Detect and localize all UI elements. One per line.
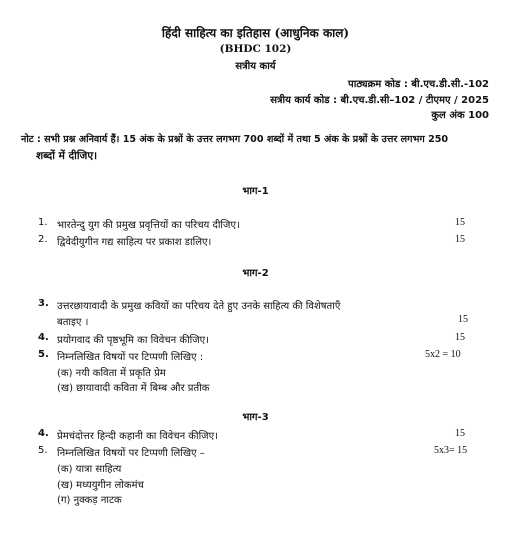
question-marks: 5x3= 15 bbox=[434, 445, 468, 456]
question-text: भारतेन्दु युग की प्रमुख प्रवृत्तियों का परिचय दीजिए। bbox=[57, 220, 240, 231]
sub-item: (ग) नुक्कड़ नाटक bbox=[57, 495, 122, 506]
course-code-paren: (BHDC 102) bbox=[219, 43, 292, 55]
question-number: 2. bbox=[38, 234, 48, 245]
question-marks: 15 bbox=[455, 428, 465, 439]
question-marks: 15 bbox=[455, 217, 465, 228]
question-number: 5. bbox=[38, 445, 48, 456]
sub-item: (क) यात्रा साहित्य bbox=[57, 464, 122, 475]
question-text: निम्नलिखित विषयों पर टिप्पणी लिखिए – bbox=[57, 448, 205, 459]
part-heading-2: भाग-2 bbox=[242, 268, 269, 279]
question-text-continued: बताइए । bbox=[57, 317, 89, 328]
assignment-code: सत्रीय कार्य कोड : बी.एच.डी.सी–102 / टीएमए / 2025 bbox=[270, 95, 489, 106]
question-text: निम्नलिखित विषयों पर टिप्पणी लिखिए : bbox=[57, 352, 204, 363]
question-text: उत्तरछायावादी के प्रमुख कवियों का परिचय देते हुए उनके साहित्य की विशेषताएँ bbox=[57, 301, 341, 312]
question-text: प्रयोगवाद की पृष्ठभूमि का विवेचन कीजिए। bbox=[57, 335, 209, 346]
note-line-2: शब्दों में दीजिए। bbox=[36, 150, 98, 162]
part-heading-1: भाग-1 bbox=[242, 186, 269, 197]
question-number: 5. bbox=[38, 349, 49, 360]
sub-item: (ख) छायावादी कविता में बिम्ब और प्रतीक bbox=[57, 383, 210, 394]
question-marks: 15 bbox=[455, 332, 465, 343]
question-number: 1. bbox=[38, 217, 48, 228]
question-marks: 5x2 = 10 bbox=[425, 349, 461, 360]
question-marks: 15 bbox=[455, 234, 465, 245]
question-text: प्रेमचंदोत्तर हिन्दी कहानी का विवेचन कीजिए। bbox=[57, 431, 218, 442]
note-line-1: नोट : सभी प्रश्न अनिवार्य हैं। 15 अंक के प्रश्नों के उत्तर लगभग 700 शब्दों में तथा 5 अंक के प्रश्नों के उत्तर लगभग 250 bbox=[21, 134, 449, 145]
course-code: पाठ्यक्रम कोड : बी.एच.डी.सी.-102 bbox=[348, 79, 489, 90]
question-marks: 15 bbox=[458, 314, 468, 325]
question-number: 3. bbox=[38, 298, 49, 309]
document-title: हिंदी साहित्य का इतिहास (आधुनिक काल) bbox=[161, 26, 350, 40]
question-text: द्विवेदीयुगीन गद्य साहित्य पर प्रकाश डालिए। bbox=[57, 237, 212, 248]
total-marks: कुल अंक 100 bbox=[431, 110, 489, 121]
sub-item: (क) नयी कविता में प्रकृति प्रेम bbox=[57, 368, 166, 379]
question-number: 4. bbox=[38, 428, 49, 439]
assignment-label: सत्रीय कार्य bbox=[235, 61, 276, 72]
sub-item: (ख) मध्ययुगीन लोकमंच bbox=[57, 480, 144, 491]
question-number: 4. bbox=[38, 332, 49, 343]
part-heading-3: भाग-3 bbox=[242, 412, 269, 423]
